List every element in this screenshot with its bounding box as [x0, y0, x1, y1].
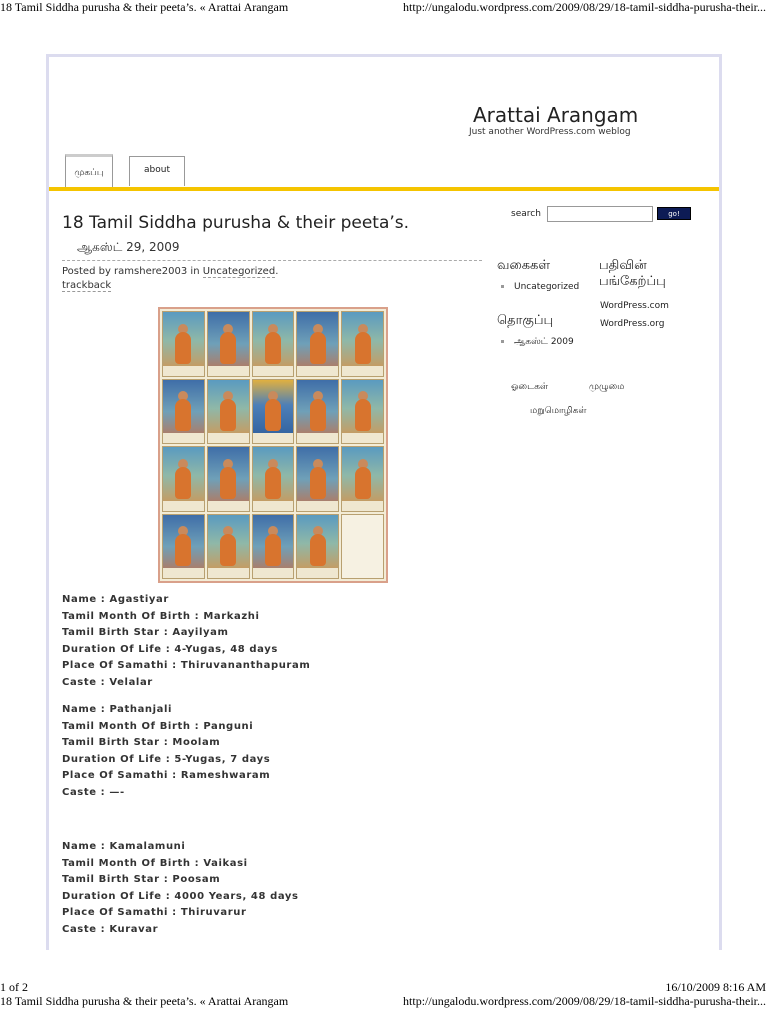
categories-heading: வகைகள் — [497, 258, 551, 273]
post-title[interactable]: 18 Tamil Siddha purusha & their peeta’s. — [62, 213, 410, 233]
tab-home[interactable]: முகப்பு — [65, 154, 113, 188]
entry-month: Tamil Month Of Birth : Vaikasi — [62, 857, 248, 869]
meta-link-wordpress-org[interactable]: WordPress.org — [600, 319, 665, 329]
siddha-portrait — [296, 446, 339, 512]
entry-samathi: Place Of Samathi : Thiruvarur — [62, 907, 247, 918]
category-link[interactable]: Uncategorized — [202, 266, 276, 277]
print-footer — [0, 980, 768, 994]
murugan-portrait — [252, 379, 295, 445]
entry-star: Tamil Birth Star : Aayilyam — [62, 627, 229, 638]
entry-name: Name : Pathanjali — [62, 704, 173, 715]
siddha-portrait — [296, 311, 339, 377]
meta-heading-line2: பங்கேற்ப்பு — [599, 274, 666, 289]
siddha-portrait — [207, 446, 250, 512]
siddha-portrait — [296, 514, 339, 580]
siddha-portrait — [252, 514, 295, 580]
siddha-entry — [62, 592, 310, 691]
archives-heading: தொகுப்பு — [497, 313, 554, 328]
full-link[interactable]: முழுமை — [589, 382, 625, 392]
meta-prefix: Posted by — [62, 266, 115, 277]
entry-life: Duration Of Life : 4-Yugas, 48 days — [62, 643, 278, 655]
blog-tagline: Just another WordPress.com weblog — [469, 127, 631, 137]
entry-life: Duration Of Life : 4000 Years, 48 days — [62, 890, 299, 902]
archive-item[interactable] — [501, 337, 574, 348]
siddha-portrait — [252, 446, 295, 512]
post-meta — [62, 266, 278, 277]
siddha-portrait — [162, 379, 205, 445]
entry-life: Duration Of Life : 5-Yugas, 7 days — [62, 753, 271, 765]
entry-samathi: Place Of Samathi : Rameshwaram — [62, 770, 271, 781]
meta-heading — [599, 258, 666, 290]
post-date: ஆகஸ்ட் 29, 2009 — [77, 240, 180, 254]
siddha-portrait — [162, 311, 205, 377]
bullet-icon — [501, 285, 504, 288]
entry-caste: Caste : —- — [62, 786, 125, 798]
search-label: search — [511, 209, 541, 219]
blog-title[interactable]: Arattai Arangam — [473, 103, 639, 127]
print-page-count: 1 of 2 — [0, 980, 28, 994]
siddha-entry — [62, 839, 299, 938]
print-url-bottom: http://ungalodu.wordpress.com/2009/08/29/18-tamil-siddha-purusha-their... — [403, 994, 766, 1008]
trackback-link[interactable]: trackback — [62, 280, 112, 291]
siddha-portrait — [341, 446, 384, 512]
entry-star: Tamil Birth Star : Moolam — [62, 737, 221, 748]
meta-in: in — [187, 266, 203, 277]
siddha-portrait — [162, 446, 205, 512]
siddha-poster-image[interactable] — [158, 307, 388, 583]
bullet-icon — [501, 340, 504, 343]
entry-caste: Caste : Velalar — [62, 676, 153, 688]
siddha-portrait — [341, 311, 384, 377]
siddha-portrait — [207, 514, 250, 580]
category-label: Uncategorized — [514, 282, 580, 292]
entry-star: Tamil Birth Star : Poosam — [62, 874, 221, 885]
entry-name: Name : Kamalamuni — [62, 841, 186, 852]
entry-caste: Caste : Kuravar — [62, 923, 159, 935]
siddha-entry — [62, 702, 270, 801]
archive-label: ஆகஸ்ட் 2009 — [514, 337, 574, 347]
search-input[interactable] — [547, 206, 653, 222]
entry-month: Tamil Month Of Birth : Markazhi — [62, 610, 260, 622]
siddha-portrait — [162, 514, 205, 580]
print-footer-bottom — [0, 994, 768, 1010]
print-timestamp: 16/10/2009 8:16 AM — [665, 980, 766, 994]
author-link[interactable]: ramshere2003 — [114, 266, 188, 277]
print-page-title-bottom: 18 Tamil Siddha purusha & their peeta’s. « Arattai Arangam — [0, 994, 289, 1008]
search-button[interactable]: go! — [657, 207, 691, 220]
category-item[interactable] — [501, 282, 579, 292]
print-url: http://ungalodu.wordpress.com/2009/08/29/18-tamil-siddha-purusha-their... — [403, 0, 766, 14]
siddha-portrait — [207, 379, 250, 445]
entry-name: Name : Agastiyar — [62, 594, 169, 605]
print-header — [0, 0, 768, 16]
header-divider — [49, 187, 719, 191]
siddha-portrait — [296, 379, 339, 445]
meta-heading-line1: பதிவின் — [599, 258, 647, 273]
siddha-portrait — [252, 311, 295, 377]
meta-suffix: . — [275, 266, 279, 277]
siddha-portrait — [207, 311, 250, 377]
title-divider — [62, 260, 482, 261]
entry-month: Tamil Month Of Birth : Panguni — [62, 720, 254, 732]
tab-about[interactable]: about — [129, 156, 185, 186]
print-page-title: 18 Tamil Siddha purusha & their peeta’s. « Arattai Arangam — [0, 0, 289, 14]
meta-link-wordpress-com[interactable]: WordPress.com — [600, 301, 669, 311]
comments-link[interactable]: மறுமொழிகள் — [530, 406, 587, 416]
feeds-link[interactable]: ஓடைகள் — [511, 382, 549, 392]
entry-samathi: Place Of Samathi : Thiruvananthapuram — [62, 660, 311, 671]
blog-page — [46, 54, 722, 950]
siddha-portrait — [341, 379, 384, 445]
poster-caption-panel — [341, 514, 384, 580]
